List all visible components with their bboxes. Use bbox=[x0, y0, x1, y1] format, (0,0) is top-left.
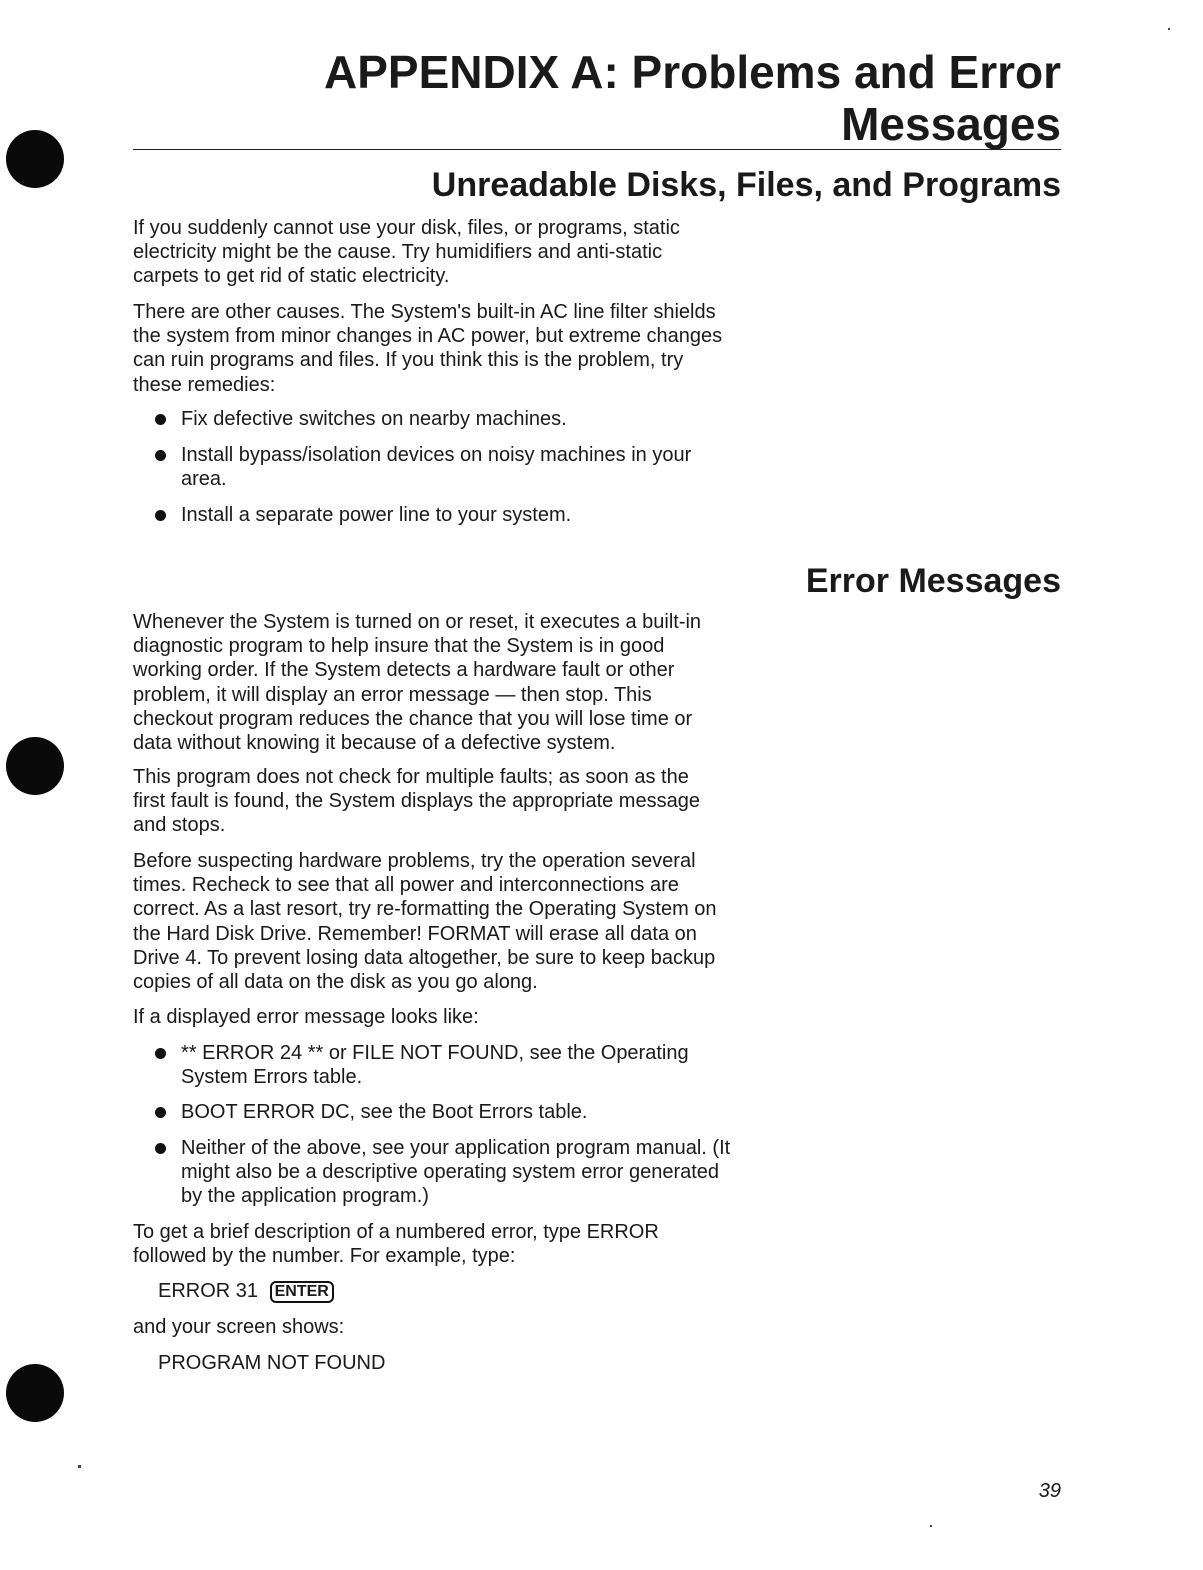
paragraph-hardware-problems bbox=[133, 849, 717, 994]
binder-hole-bottom bbox=[6, 1364, 64, 1422]
page-title-line-1: APPENDIX A: Problems and Error bbox=[323, 46, 1061, 98]
paragraph-line: correct. As a last resort, try re-formatting the Operating System on bbox=[133, 898, 717, 921]
enter-key-icon: ENTER bbox=[270, 1281, 334, 1303]
bullet-dot-icon bbox=[155, 1143, 166, 1154]
paragraph-brief-description bbox=[133, 1220, 659, 1268]
bullet-dot-icon bbox=[155, 1107, 166, 1118]
paragraph-line: There are other causes. The System's built-in AC line filter shields bbox=[133, 301, 716, 323]
page-number: 39 bbox=[1038, 1480, 1061, 1502]
scan-speck bbox=[78, 1465, 81, 1468]
paragraph-other-causes bbox=[133, 300, 722, 397]
paragraph-screen-shows: and your screen shows: bbox=[133, 1316, 345, 1338]
paragraph-line: first fault is found, the System displays the appropriate message bbox=[133, 790, 700, 813]
paragraph-line: diagnostic program to help insure that the System is in good bbox=[133, 635, 665, 658]
paragraph-line: and stops. bbox=[133, 814, 226, 837]
paragraph-line: carpets to get rid of static electricity. bbox=[133, 265, 450, 288]
paragraph-multiple-faults bbox=[133, 765, 700, 838]
scan-speck bbox=[1168, 28, 1170, 30]
paragraph-line: Before suspecting hardware problems, try the operation several bbox=[133, 850, 696, 872]
list-item-remedy-3 bbox=[181, 503, 571, 527]
paragraph-line: copies of all data on the disk as you go along. bbox=[133, 971, 538, 994]
paragraph-line: If you suddenly cannot use your disk, files, or programs, static bbox=[133, 217, 680, 239]
paragraph-line: Drive 4. To prevent losing data altogether, be sure to keep backup bbox=[133, 946, 716, 969]
paragraph-line: To get a brief description of a numbered error, type ERROR bbox=[133, 1221, 659, 1243]
bullet-dot-icon bbox=[155, 450, 166, 461]
list-item-error-2 bbox=[181, 1100, 587, 1124]
paragraph-line: can ruin programs and files. If you think this is the problem, try bbox=[133, 349, 684, 372]
list-item-error-3 bbox=[181, 1136, 730, 1209]
example-command-line bbox=[158, 1279, 334, 1303]
binder-hole-top bbox=[6, 130, 64, 188]
list-item-text: ** ERROR 24 ** or FILE NOT FOUND, see the Operating bbox=[181, 1042, 689, 1064]
page-title-line-2: Messages bbox=[841, 98, 1061, 150]
list-item-text: Neither of the above, see your application program manual. (It bbox=[181, 1137, 731, 1159]
list-item-text: Install a separate power line to your system. bbox=[181, 504, 572, 526]
section-heading-error-messages: Error Messages bbox=[805, 562, 1061, 600]
bullet-dot-icon bbox=[155, 414, 166, 425]
paragraph-line: checkout program reduces the chance that you will lose time or bbox=[133, 707, 693, 730]
paragraph-diagnostic bbox=[133, 610, 701, 755]
paragraph-line: working order. If the System detects a hardware fault or other bbox=[133, 659, 675, 682]
list-item-text: might also be a descriptive operating system error generated bbox=[181, 1161, 720, 1184]
list-item-text: by the application program.) bbox=[181, 1185, 429, 1208]
paragraph-line: problem, it will display an error message — then stop. This bbox=[133, 683, 652, 706]
list-item-text: area. bbox=[181, 468, 227, 491]
list-item-text: Install bypass/isolation devices on noisy machines in your bbox=[181, 444, 692, 466]
paragraph-line: electricity might be the cause. Try humidifiers and anti-static bbox=[133, 241, 663, 264]
paragraph-line: followed by the number. For example, type: bbox=[133, 1245, 516, 1268]
page-title bbox=[324, 46, 1061, 150]
bullet-dot-icon bbox=[155, 1048, 166, 1059]
paragraph-line: times. Recheck to see that all power and interconnections are bbox=[133, 874, 679, 897]
paragraph-line: Whenever the System is turned on or reset, it executes a built-in bbox=[133, 611, 702, 633]
section-heading-unreadable: Unreadable Disks, Files, and Programs bbox=[431, 166, 1061, 204]
paragraph-line: the Hard Disk Drive. Remember! FORMAT will erase all data on bbox=[133, 922, 697, 945]
paragraph-line: data without knowing it because of a defective system. bbox=[133, 732, 616, 755]
list-item-text: System Errors table. bbox=[181, 1066, 363, 1089]
list-item-remedy-2 bbox=[181, 443, 691, 491]
example-output: PROGRAM NOT FOUND bbox=[158, 1352, 386, 1374]
scan-speck bbox=[930, 1525, 932, 1527]
list-item-text: Fix defective switches on nearby machines. bbox=[181, 408, 567, 430]
list-item-error-1 bbox=[181, 1041, 689, 1089]
paragraph-line: This program does not check for multiple faults; as soon as the bbox=[133, 766, 689, 788]
paragraph-line: the system from minor changes in AC power, but extreme changes bbox=[133, 325, 723, 348]
title-divider bbox=[133, 149, 1061, 150]
list-item-remedy-1 bbox=[181, 407, 567, 431]
list-item-text: BOOT ERROR DC, see the Boot Errors table. bbox=[181, 1101, 588, 1123]
paragraph-line: these remedies: bbox=[133, 373, 276, 396]
paragraph-error-intro: If a displayed error message looks like: bbox=[133, 1006, 479, 1028]
binder-hole-middle bbox=[6, 737, 64, 795]
bullet-dot-icon bbox=[155, 510, 166, 521]
example-command: ERROR 31 bbox=[158, 1280, 259, 1302]
paragraph-static-electricity bbox=[133, 216, 680, 289]
